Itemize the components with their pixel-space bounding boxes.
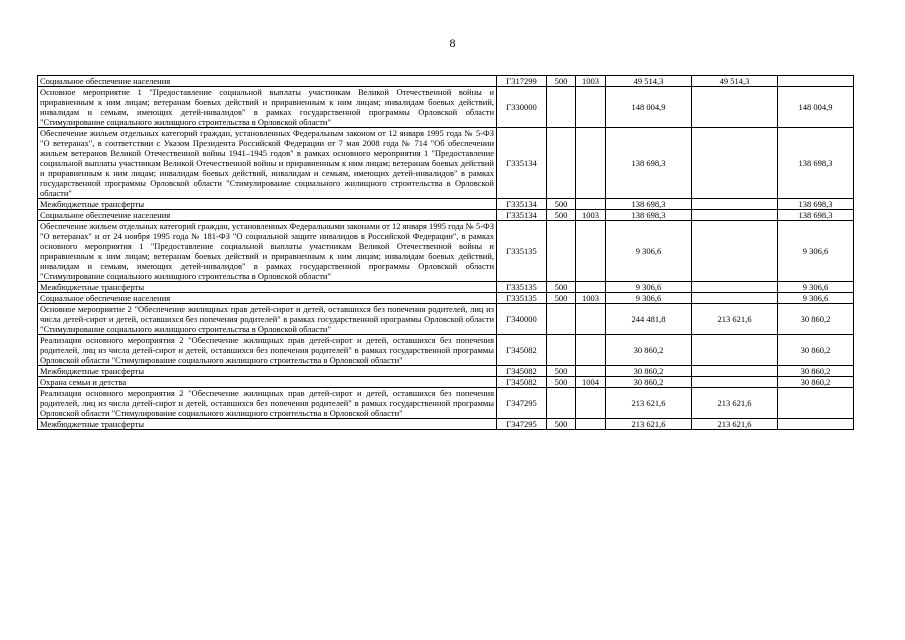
row-name: Межбюджетные трансферты [38, 199, 497, 210]
row-code: Г335135 [497, 293, 547, 304]
row-federal: 213 621,6 [692, 304, 778, 335]
table-row [38, 335, 854, 366]
row-total: 9 306,6 [606, 282, 692, 293]
row-vr: 500 [547, 76, 576, 87]
row-total: 148 004,9 [606, 87, 692, 128]
row-federal: 213 621,6 [692, 419, 778, 430]
row-regional [778, 419, 854, 430]
row-vr [547, 221, 576, 282]
row-vr: 500 [547, 419, 576, 430]
table-row [38, 419, 854, 430]
row-code: Г345082 [497, 377, 547, 388]
row-rz: 1003 [576, 210, 606, 221]
row-total: 49 514,3 [606, 76, 692, 87]
row-total: 30 860,2 [606, 366, 692, 377]
table-row [38, 221, 854, 282]
row-regional: 9 306,6 [778, 282, 854, 293]
table-row [38, 304, 854, 335]
row-federal [692, 210, 778, 221]
row-regional: 30 860,2 [778, 304, 854, 335]
row-regional: 30 860,2 [778, 366, 854, 377]
row-vr [547, 128, 576, 199]
budget-table [37, 75, 854, 430]
row-regional: 9 306,6 [778, 293, 854, 304]
row-rz [576, 128, 606, 199]
row-code: Г335134 [497, 210, 547, 221]
table-row [38, 128, 854, 199]
row-code: Г340000 [497, 304, 547, 335]
row-total: 9 306,6 [606, 293, 692, 304]
row-code: Г345082 [497, 366, 547, 377]
row-code: Г347295 [497, 388, 547, 419]
row-rz: 1003 [576, 293, 606, 304]
row-rz: 1004 [576, 377, 606, 388]
row-regional: 138 698,3 [778, 199, 854, 210]
row-federal: 213 621,6 [692, 388, 778, 419]
row-total: 9 306,6 [606, 221, 692, 282]
row-federal [692, 282, 778, 293]
row-vr [547, 87, 576, 128]
row-vr: 500 [547, 377, 576, 388]
row-total: 30 860,2 [606, 335, 692, 366]
table-row [38, 293, 854, 304]
row-name: Социальное обеспечение населения [38, 210, 497, 221]
row-regional: 9 306,6 [778, 221, 854, 282]
row-total: 138 698,3 [606, 128, 692, 199]
row-total: 30 860,2 [606, 377, 692, 388]
row-rz [576, 335, 606, 366]
row-vr [547, 388, 576, 419]
row-federal [692, 335, 778, 366]
row-name: Межбюджетные трансферты [38, 282, 497, 293]
row-vr: 500 [547, 199, 576, 210]
table-row [38, 377, 854, 388]
row-code: Г345082 [497, 335, 547, 366]
row-rz [576, 366, 606, 377]
row-total: 213 621,6 [606, 388, 692, 419]
row-total: 138 698,3 [606, 210, 692, 221]
row-name: Основное мероприятие 2 "Обеспечение жилищных прав детей-сирот и детей, оставшихся без попечения родителей, лиц из числа детей-сирот и детей, оставшихся без попечения родителей" в рамках государственной программы Орловской области "Стимулирование социального жилищного строительства в Орловской области" [38, 304, 497, 335]
table-row [38, 76, 854, 87]
row-name: Социальное обеспечение населения [38, 76, 497, 87]
row-code: Г335135 [497, 221, 547, 282]
table-row [38, 388, 854, 419]
row-vr [547, 304, 576, 335]
row-rz [576, 419, 606, 430]
table-row [38, 366, 854, 377]
row-regional [778, 388, 854, 419]
row-regional: 30 860,2 [778, 335, 854, 366]
row-federal: 49 514,3 [692, 76, 778, 87]
row-vr: 500 [547, 282, 576, 293]
row-name: Межбюджетные трансферты [38, 419, 497, 430]
row-name: Реализация основного мероприятия 2 "Обеспечение жилищных прав детей-сирот и детей, оставшихся без попечения родителей, лиц из числа детей-сирот и детей, оставшихся без попечения родителей" в рамках государственной программы Орловской области "Стимулирование социального жилищного строительства в Орловской области" [38, 388, 497, 419]
table-row [38, 87, 854, 128]
row-rz [576, 87, 606, 128]
row-federal [692, 221, 778, 282]
table-row [38, 282, 854, 293]
row-federal [692, 87, 778, 128]
row-regional: 138 698,3 [778, 128, 854, 199]
row-code: Г335135 [497, 282, 547, 293]
row-rz [576, 304, 606, 335]
row-rz [576, 199, 606, 210]
row-code: Г317299 [497, 76, 547, 87]
row-rz: 1003 [576, 76, 606, 87]
row-regional [778, 76, 854, 87]
row-rz [576, 388, 606, 419]
row-vr [547, 335, 576, 366]
row-federal [692, 366, 778, 377]
row-regional: 138 698,3 [778, 210, 854, 221]
row-total: 138 698,3 [606, 199, 692, 210]
row-federal [692, 293, 778, 304]
row-total: 244 481,8 [606, 304, 692, 335]
row-federal [692, 377, 778, 388]
row-name: Обеспечение жильем отдельных категорий граждан, установленных Федеральным законом от 12 января 1995 года № 5-ФЗ "О ветеранах", в соответствии с Указом Президента Российской Федерации от 7 мая 2008 года № 714 "Об обеспечении жильем ветеранов Великой Отечественной войны 1941–1945 годов" в рамках основного мероприятия 1 "Предоставление социальной выплаты участникам Великой Отечественной войны и приравненным к ним лицам; ветеранам боевых действий и приравненным к ним лицам; инвалидам боевых действий, инвалидам и семьям, имеющих детей-инвалидов" в рамках государственной программы Орловской области "Стимулирование социального жилищного строительства в Орловской области" [38, 128, 497, 199]
row-name: Межбюджетные трансферты [38, 366, 497, 377]
row-code: Г335134 [497, 199, 547, 210]
page-number: 8 [449, 36, 456, 50]
row-regional: 148 004,9 [778, 87, 854, 128]
row-vr: 500 [547, 366, 576, 377]
row-rz [576, 221, 606, 282]
row-federal [692, 199, 778, 210]
row-rz [576, 282, 606, 293]
row-total: 213 621,6 [606, 419, 692, 430]
row-code: Г335134 [497, 128, 547, 199]
row-vr: 500 [547, 210, 576, 221]
table-row [38, 199, 854, 210]
row-name: Основное мероприятие 1 "Предоставление социальной выплаты участникам Великой Отечественной войны и приравненным к ним лицам; ветеранам боевых действий и приравненным к ним лицам; инвалидам боевых действий, инвалидам и семьям, имеющих детей-инвалидов" в рамках государственной программы Орловской области "Стимулирование социального жилищного строительства в Орловской области" [38, 87, 497, 128]
row-code: Г330000 [497, 87, 547, 128]
row-federal [692, 128, 778, 199]
row-code: Г347295 [497, 419, 547, 430]
row-regional: 30 860,2 [778, 377, 854, 388]
row-name: Охрана семьи и детства [38, 377, 497, 388]
table-row [38, 210, 854, 221]
row-name: Социальное обеспечение населения [38, 293, 497, 304]
row-name: Обеспечение жильем отдельных категорий граждан, установленных Федеральными законами от 12 января 1995 года № 5-ФЗ "О ветеранах" и от 24 ноября 1995 года № 181-ФЗ "О социальной защите инвалидов в Российской Федерации", в рамках основного мероприятия 1 "Предоставление социальной выплаты участникам Великой Отечественной войны и приравненным к ним лицам; ветеранам боевых действий и приравненным к ним лицам; инвалидам боевых действий, инвалидам и семьям, имеющих детей-инвалидов" в рамках государственной программы Орловской области "Стимулирование социального жилищного строительства в Орловской области" [38, 221, 497, 282]
row-name: Реализация основного мероприятия 2 "Обеспечение жилищных прав детей-сирот и детей, оставшихся без попечения родителей, лиц из числа детей-сирот и детей, оставшихся без попечения родителей" в рамках государственной программы Орловской области "Стимулирование социального жилищного строительства в Орловской области" [38, 335, 497, 366]
row-vr: 500 [547, 293, 576, 304]
